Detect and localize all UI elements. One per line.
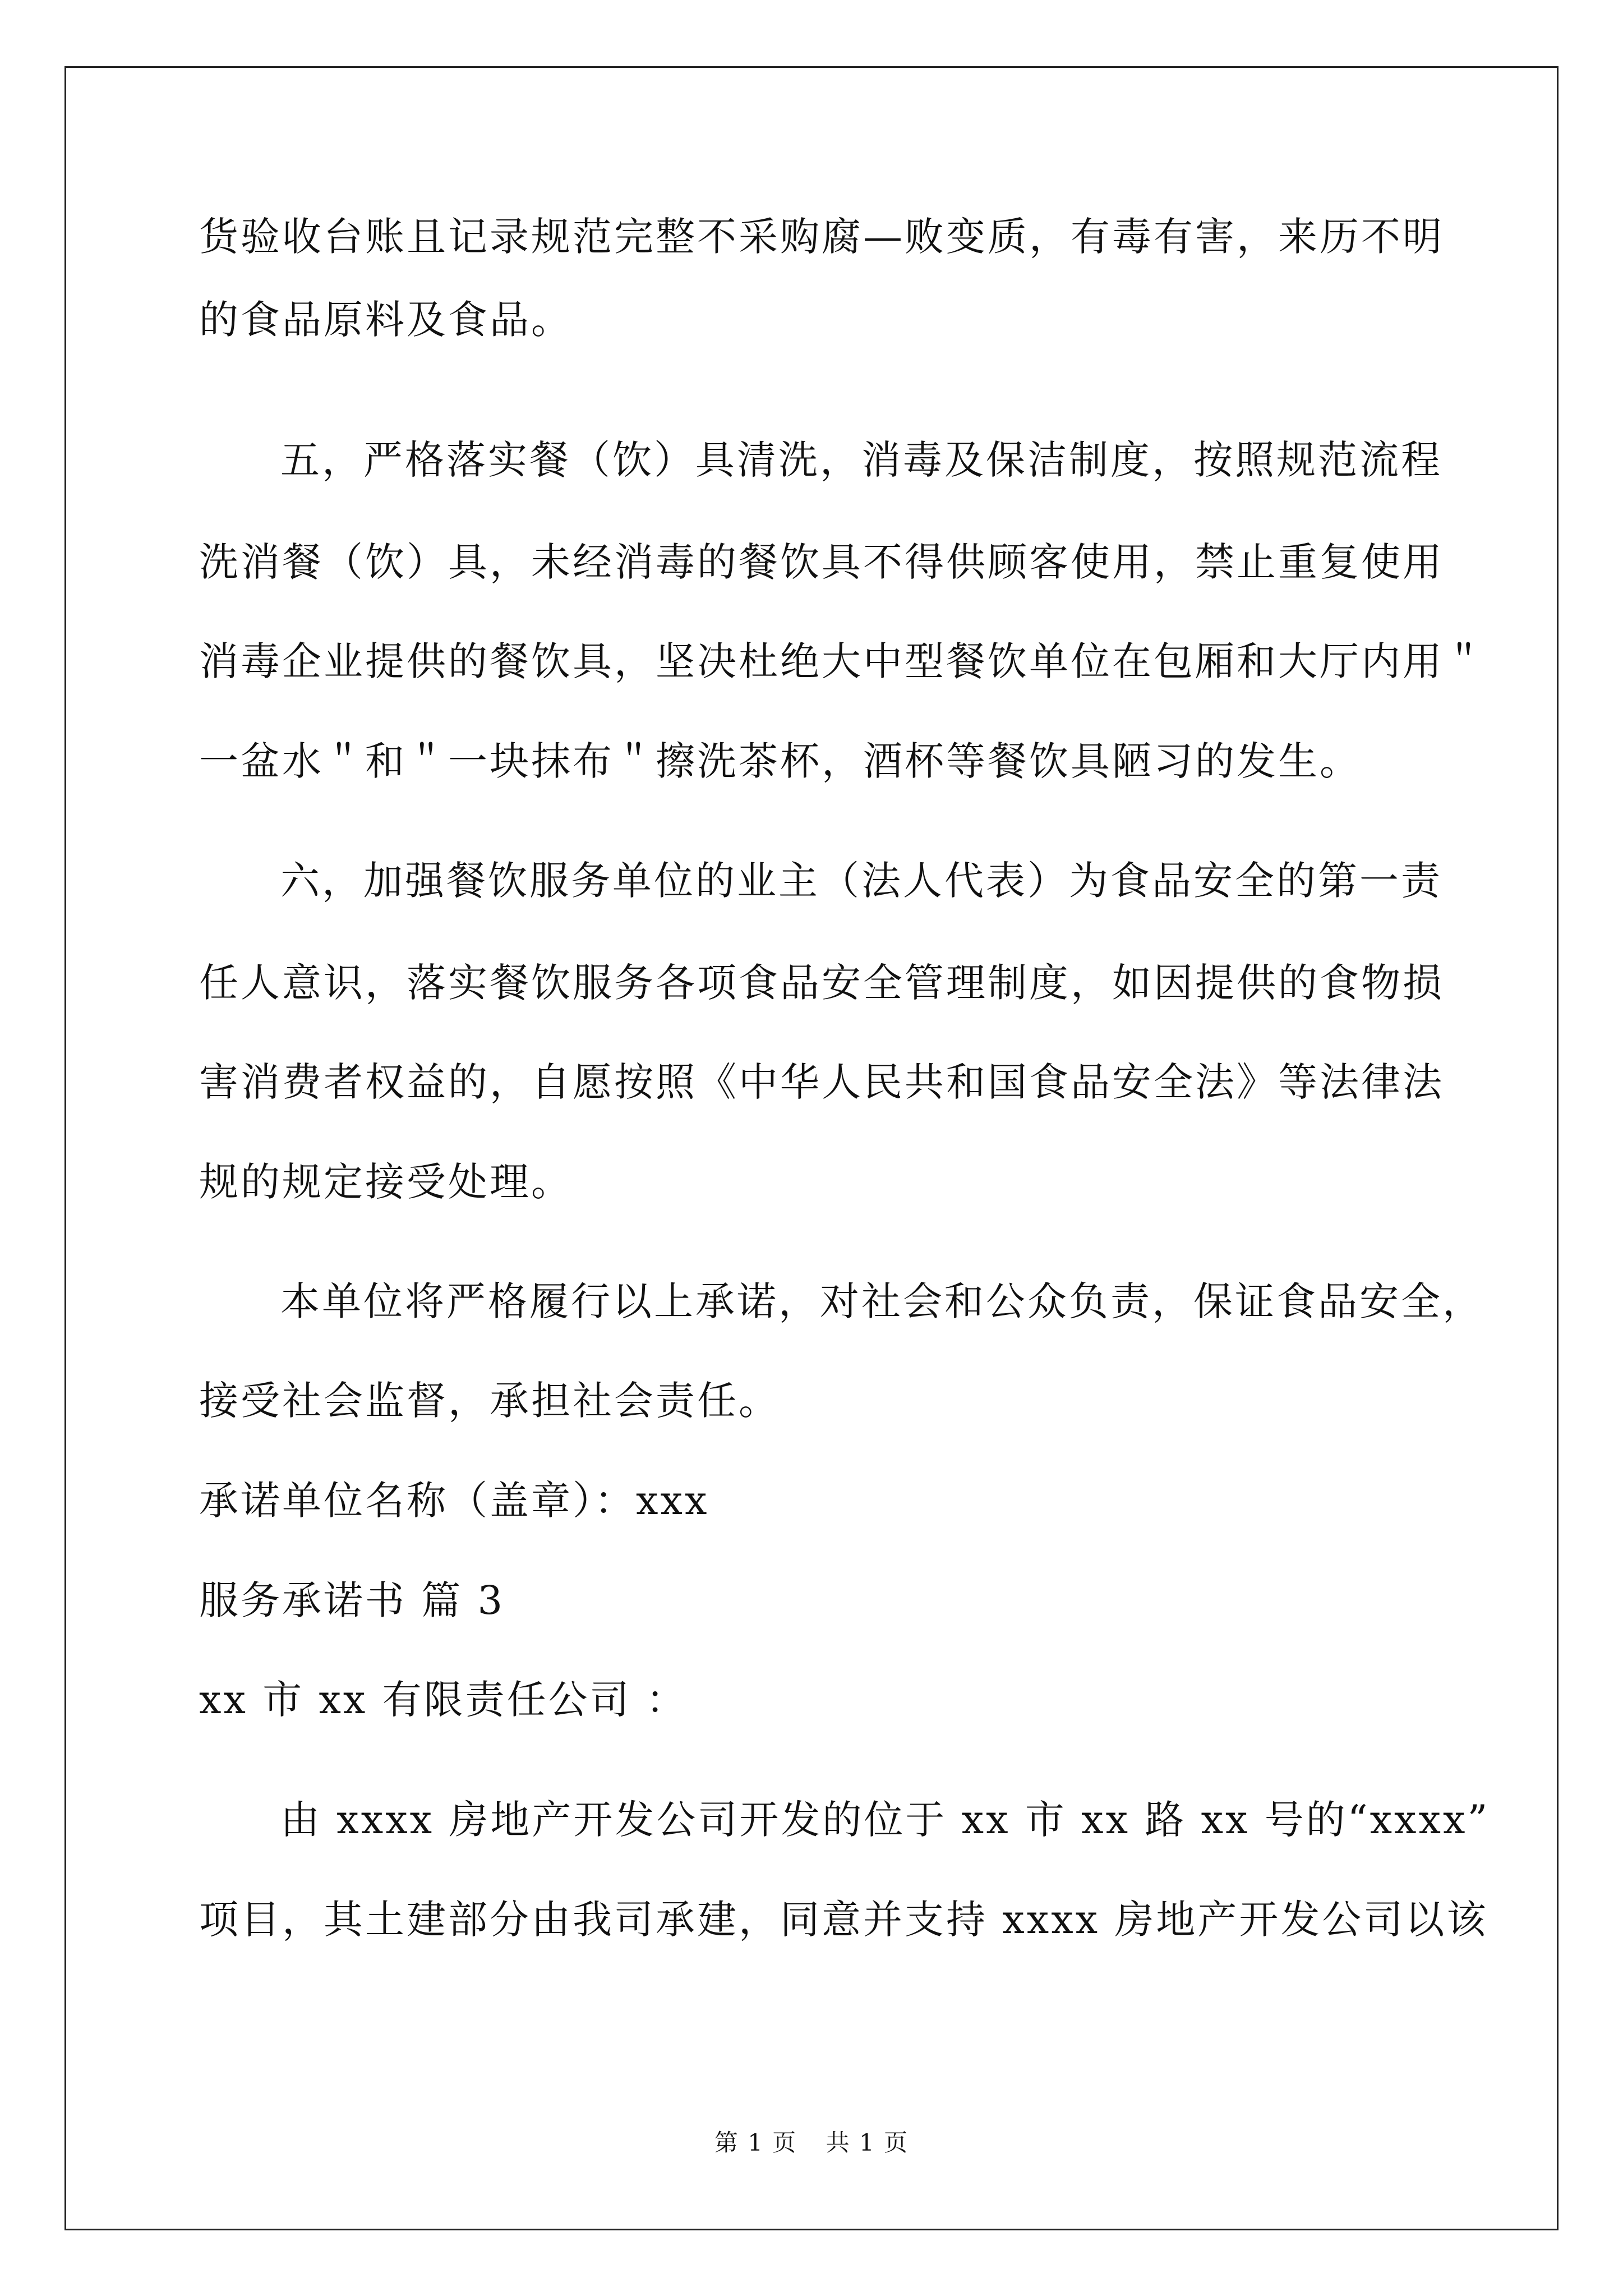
text-line: 项目，其土建部分由我司承建，同意并支持 xxxx 房地产开发公司以该: [199, 1897, 1488, 1943]
signature-unit-name: 承诺单位名称（盖章）：xxx: [199, 1478, 709, 1524]
paragraph-start: 由 xxxx 房地产开发公司开发的位于 xx 市 xx 路 xx 号的“xxxx”: [280, 1797, 1490, 1843]
paragraph-five-start: 五，严格落实餐（饮）具清洗，消毒及保洁制度，按照规范流程: [280, 437, 1442, 483]
text-line: 规的规定接受处理。: [199, 1159, 573, 1205]
section-heading: 服务承诺书 篇 3: [199, 1577, 505, 1623]
text-line: 害消费者权益的，自愿按照《中华人民共和国食品安全法》等法律法: [199, 1059, 1444, 1105]
addressee: xx 市 xx 有限责任公司 ：: [199, 1677, 688, 1723]
text-line: 一盆水＂和＂一块抹布＂擦洗茶杯，酒杯等餐饮具陋习的发生。: [199, 738, 1361, 784]
paragraph-six-start: 六，加强餐饮服务单位的业主（法人代表）为食品安全的第一责: [280, 858, 1442, 904]
text-line: 货验收台账且记录规范完整不采购腐—败变质，有毒有害，来历不明: [199, 214, 1444, 260]
text-line: 消毒企业提供的餐饮具，坚决杜绝大中型餐饮单位在包厢和大厅内用＂: [199, 638, 1486, 684]
page-total: 共 1 页: [826, 2129, 909, 2156]
text-line: 洗消餐（饮）具，未经消毒的餐饮具不得供顾客使用，禁止重复使用: [199, 539, 1444, 585]
text-line: 的食品原料及食品。: [199, 297, 573, 343]
commitment-paragraph-start: 本单位将严格履行以上承诺，对社会和公众负责，保证食品安全，: [280, 1278, 1484, 1324]
text-line: 任人意识，落实餐饮服务各项食品安全管理制度，如因提供的食物损: [199, 960, 1444, 1006]
page-number: 第 1 页: [714, 2129, 797, 2156]
text-line: 接受社会监督，承担社会责任。: [199, 1378, 780, 1424]
page-footer: [0, 2126, 1623, 2160]
